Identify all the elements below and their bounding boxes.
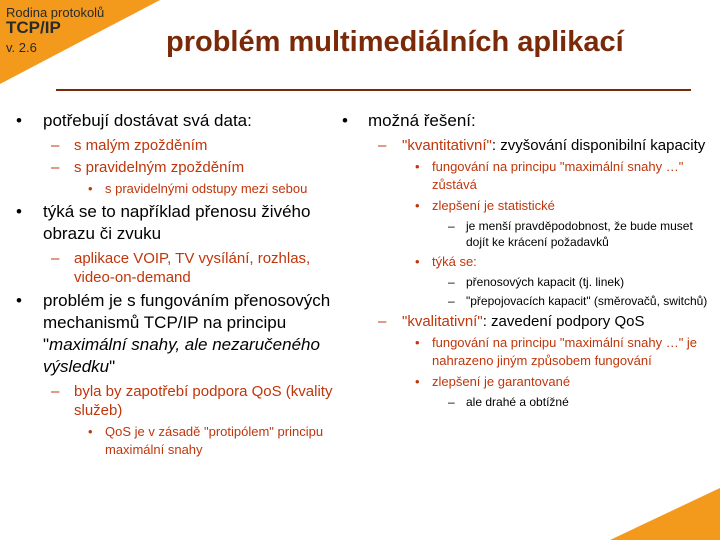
bullet-item [340, 197, 710, 215]
bullet-item [14, 423, 354, 459]
bullet-marker: • [16, 111, 22, 130]
bullet-item [340, 218, 710, 250]
bullet-marker: • [415, 374, 420, 389]
bullet-item [340, 312, 710, 331]
corner-decoration-bottom-right [610, 488, 720, 540]
bullet-text-part: " [109, 357, 116, 376]
bullet-text: zlepšení je garantované [432, 374, 571, 389]
bullet-marker: – [378, 313, 387, 330]
bullet-item [340, 274, 710, 290]
bullet-text: týká se to například přenosu živého obrazu či zvuku [43, 202, 311, 243]
bullet-text: fungování na principu "maximální snahy …" je nahrazeno jiným způsobem fungování [432, 335, 698, 368]
bullet-item [14, 136, 354, 155]
bullet-marker: • [88, 181, 93, 196]
bullet-marker: • [415, 335, 420, 350]
bullet-marker: • [415, 254, 420, 269]
bullet-item [340, 136, 710, 155]
bullet-marker: • [415, 159, 420, 174]
bullet-marker: – [448, 395, 455, 409]
right-column [340, 110, 710, 413]
bullet-item [340, 394, 710, 410]
bullet-item [340, 373, 710, 391]
bullet-text-part: : zvyšování disponibilní kapacity [491, 137, 706, 154]
bullet-text-highlight: "kvantitativní" [402, 137, 492, 154]
bullet-text [402, 136, 710, 155]
bullet-item [14, 110, 354, 132]
bullet-marker: – [51, 137, 60, 154]
bullet-text [43, 290, 354, 378]
course-version: v. 2.6 [6, 40, 37, 55]
bullet-text: aplikace VOIP, TV vysílání, rozhlas, video-on-demand [74, 250, 311, 286]
bullet-marker: • [415, 198, 420, 213]
bullet-item [340, 293, 710, 309]
bullet-text: s pravidelným zpožděním [74, 159, 245, 176]
bullet-text: potřebují dostávat svá data: [43, 111, 252, 130]
title-underline [56, 89, 691, 91]
bullet-marker: • [88, 424, 93, 439]
bullet-text: možná řešení: [368, 111, 476, 130]
bullet-marker: – [448, 294, 455, 308]
bullet-item [340, 334, 710, 370]
bullet-text: QoS je v zásadě "protipólem" principu maximální snahy [105, 424, 324, 457]
bullet-marker: • [342, 111, 348, 130]
bullet-item [14, 290, 354, 378]
course-name: Rodina protokolů [6, 5, 105, 20]
bullet-text: byla by zapotřebí podpora QoS (kvality služeb) [74, 383, 333, 419]
bullet-text: přenosových kapacit (tj. linek) [466, 275, 625, 289]
bullet-item [14, 201, 354, 245]
bullet-marker: – [51, 159, 60, 176]
bullet-text-italic: maximální snahy, ale nezaručeného výsledku [43, 335, 320, 376]
bullet-marker: • [16, 202, 22, 221]
bullet-text: fungování na principu "maximální snahy …" zůstává [432, 159, 684, 192]
bullet-item [14, 249, 354, 287]
bullet-text-part: : zavedení podpory QoS [482, 313, 645, 330]
bullet-marker: – [448, 219, 455, 233]
bullet-text: zlepšení je statistické [432, 198, 555, 213]
bullet-text: je menší pravděpodobnost, že bude muset dojít ke krácení požadavků [466, 219, 693, 249]
bullet-marker: • [16, 291, 22, 310]
bullet-item [14, 180, 354, 198]
bullet-marker: – [448, 275, 455, 289]
bullet-text: týká se: [432, 254, 477, 269]
bullet-marker: – [51, 250, 60, 267]
bullet-text: "přepojovacích kapacit" (směrovačů, switchů) [466, 294, 708, 308]
bullet-item [14, 382, 354, 420]
bullet-item [340, 110, 710, 132]
bullet-text: s pravidelnými odstupy mezi sebou [105, 181, 308, 196]
bullet-text [402, 312, 710, 331]
slide-title: problém multimediálních aplikací [166, 26, 624, 58]
bullet-text: ale drahé a obtížné [466, 395, 569, 409]
bullet-marker: – [378, 137, 387, 154]
bullet-item [340, 253, 710, 271]
bullet-marker: – [51, 383, 60, 400]
bullet-item [340, 158, 710, 194]
bullet-text: s malým zpožděním [74, 137, 208, 154]
bullet-text-highlight: "kvalitativní" [402, 313, 483, 330]
bullet-item [14, 158, 354, 177]
left-column [14, 110, 354, 462]
bullet-text-part: problém je s fungováním přenosových mechanismů TCP/IP na principu " [43, 291, 331, 354]
course-topic: TCP/IP [6, 18, 61, 37]
